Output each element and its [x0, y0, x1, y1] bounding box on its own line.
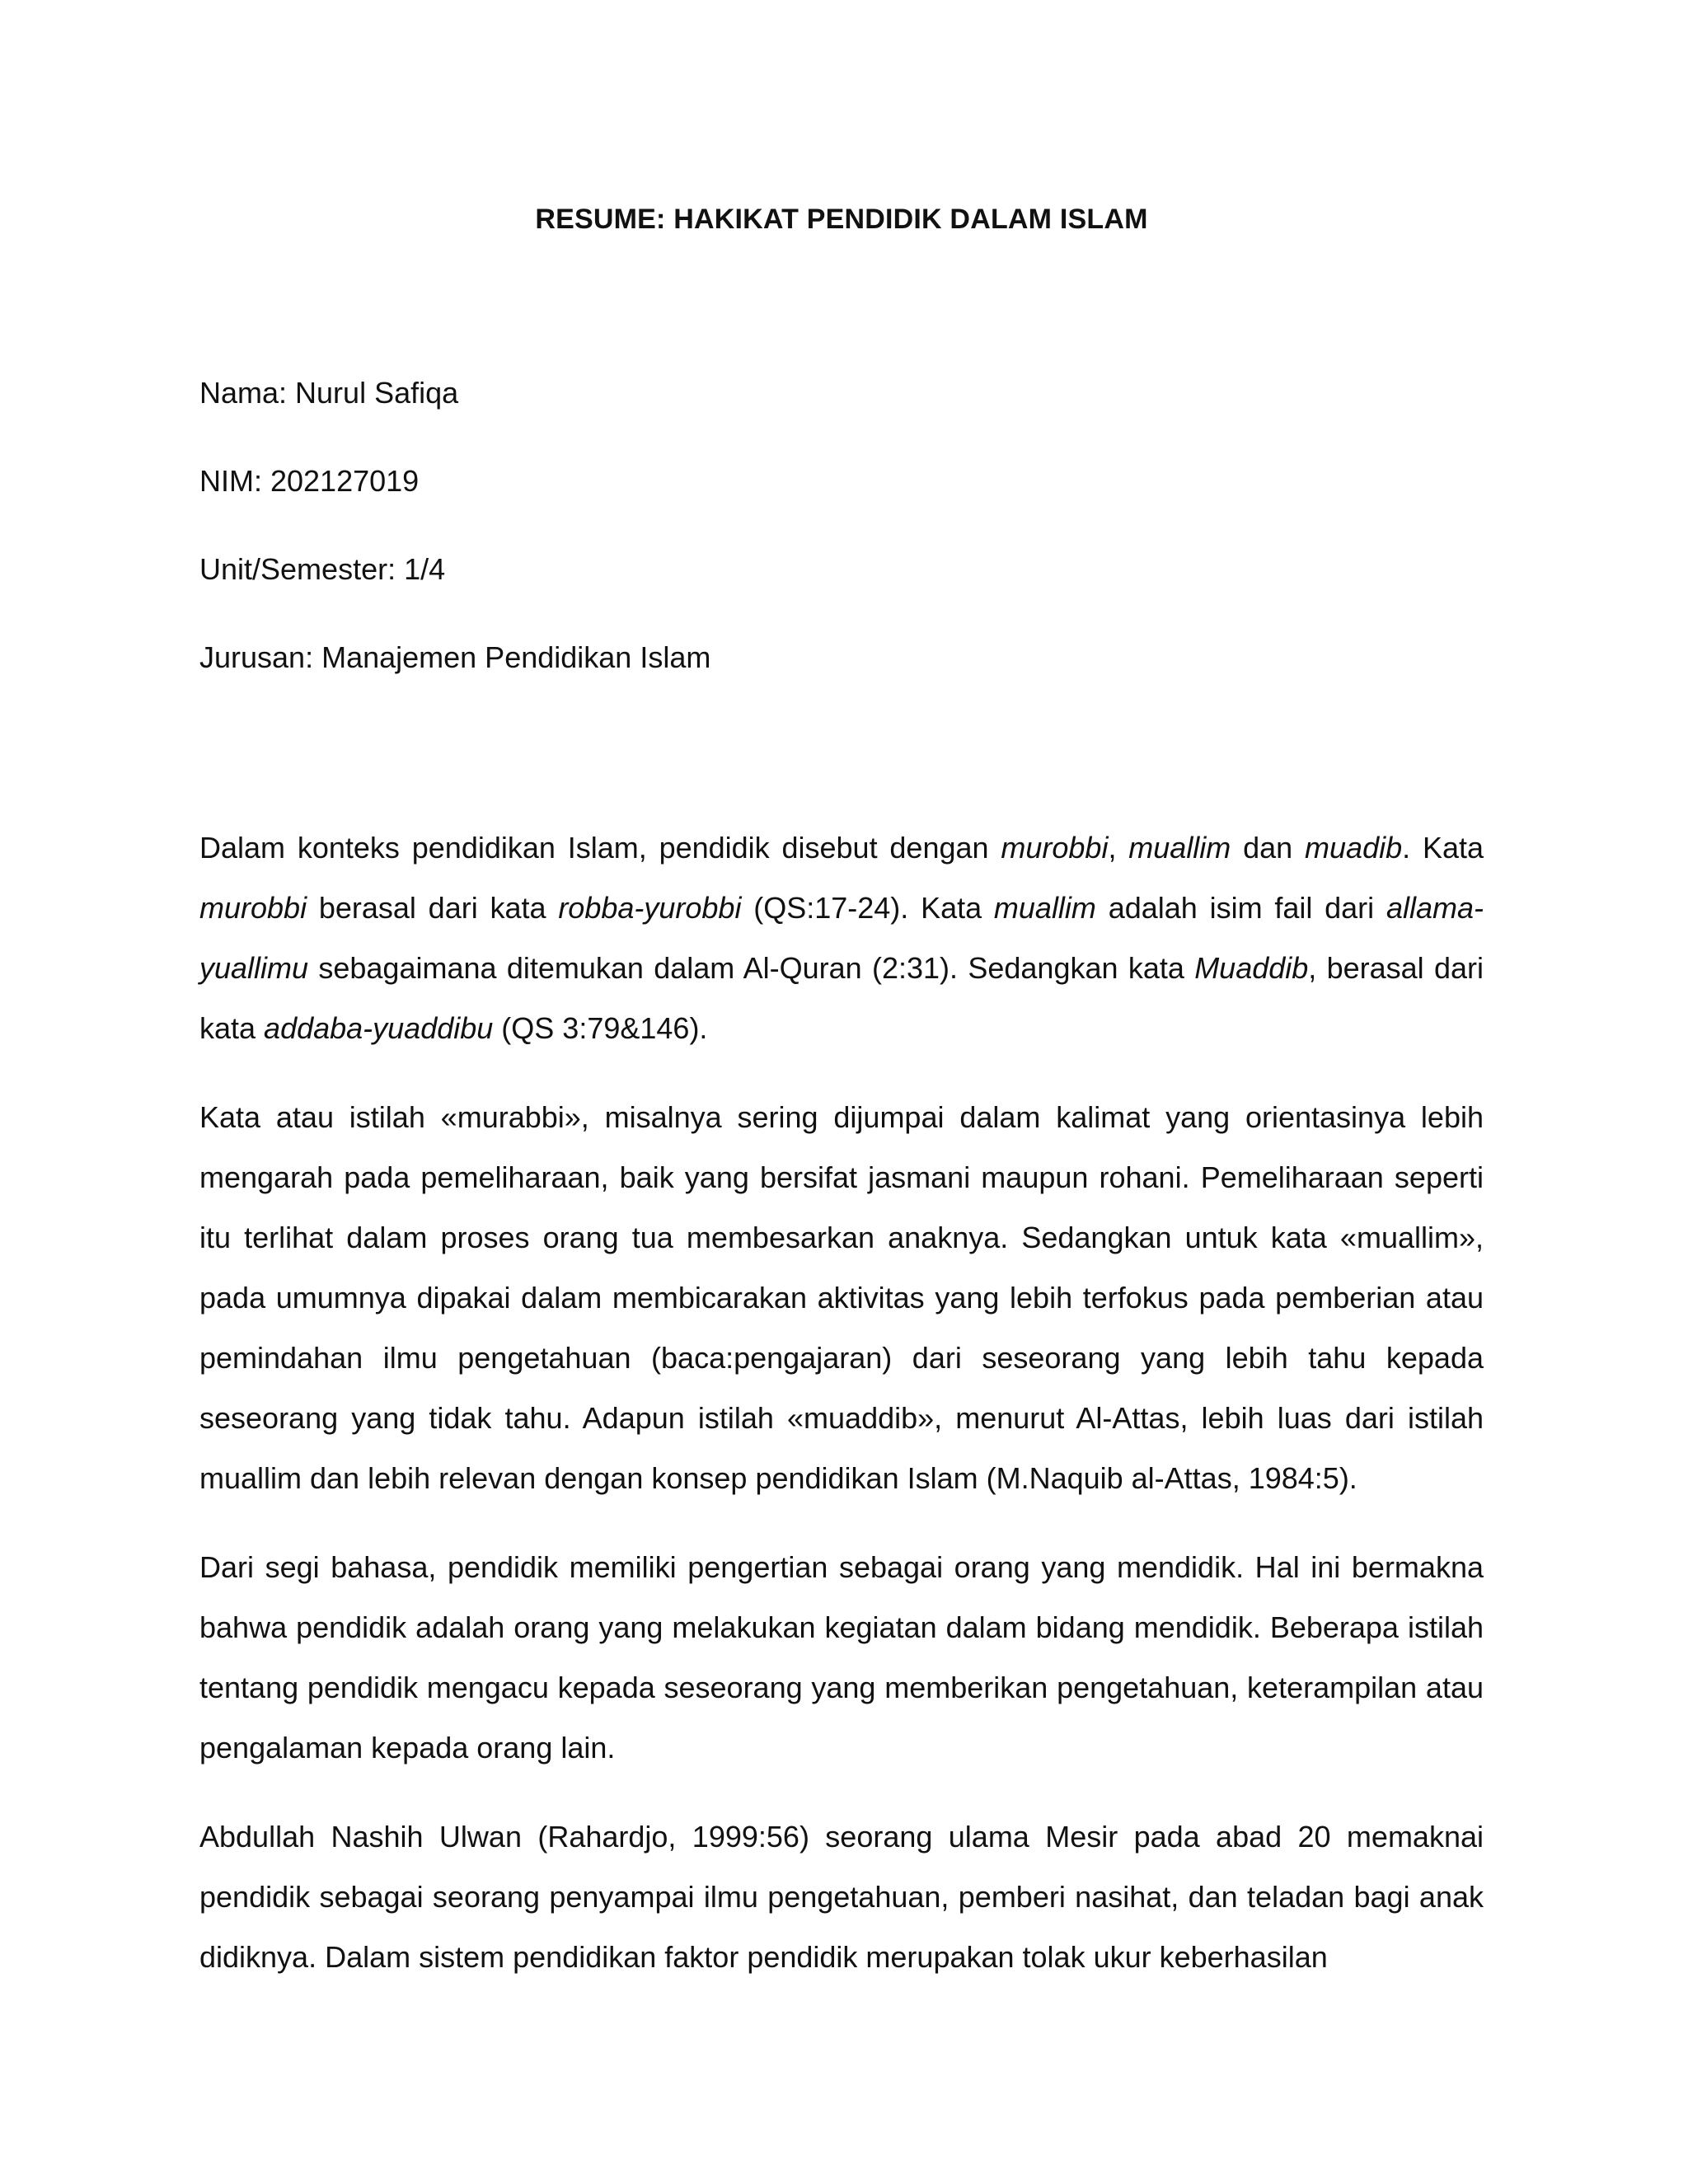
paragraph-text: sebagaimana ditemukan dalam Al-Quran (2:31). Sedangkan kata: [308, 951, 1195, 985]
paragraph-text: . Kata: [1402, 831, 1484, 865]
paragraph-text: berasal dari kata: [307, 891, 559, 925]
italic-term: addaba-yuaddibu: [264, 1011, 494, 1045]
student-major: Jurusan: Manajemen Pendidikan Islam: [199, 640, 711, 674]
paragraph-text: ,: [1108, 831, 1129, 865]
italic-term: muadib: [1305, 831, 1403, 865]
italic-term: robba-yurobbi: [558, 891, 742, 925]
paragraph-1: [199, 818, 1484, 1058]
paragraph-text: dan: [1231, 831, 1306, 865]
student-name: Nama: Nurul Safiqa: [199, 376, 459, 410]
italic-term: murobbi: [1001, 831, 1109, 865]
paragraph-text: adalah isim fail dari: [1095, 891, 1386, 925]
italic-term: muallim: [993, 891, 1096, 925]
paragraph-4: Abdullah Nashih Ulwan (Rahardjo, 1999:56) seorang ulama Mesir pada abad 20 memaknai pendidik sebagai seorang penyampai ilmu pengetahuan, pemberi nasihat, dan teladan bagi anak didiknya. Dalam sistem pendidikan faktor pendidik merupakan tolak ukur keberhasilan: [199, 1820, 1484, 1974]
student-nim: NIM: 202127019: [199, 464, 420, 498]
document-title: RESUME: HAKIKAT PENDIDIK DALAM ISLAM: [535, 204, 1148, 235]
italic-term: Muaddib: [1194, 951, 1309, 985]
italic-term: muallim: [1128, 831, 1231, 865]
paragraph-text: , berasal dari kata: [199, 951, 1484, 1045]
document-body: [199, 818, 1484, 2016]
paragraph-text: (QS:17-24). Kata: [741, 891, 994, 925]
student-unit-semester: Unit/Semester: 1/4: [199, 552, 446, 586]
paragraph-text: Dalam konteks pendidikan Islam, pendidik disebut dengan: [199, 831, 1001, 865]
paragraph-3: Dari segi bahasa, pendidik memiliki pengertian sebagai orang yang mendidik. Hal ini bermakna bahwa pendidik adalah orang yang melakukan kegiatan dalam bidang mendidik. Beberapa istilah tentang pendidik mengacu kepada seseorang yang memberikan pengetahuan, keterampilan atau pengalaman kepada orang lain.: [199, 1550, 1484, 1765]
student-info-block: [199, 375, 1484, 728]
paragraph-2: Kata atau istilah «murabbi», misalnya sering dijumpai dalam kalimat yang orientasinya lebih mengarah pada pemeliharaan, baik yang bersifat jasmani maupun rohani. Pemeliharaan seperti itu terlihat dalam proses orang tua membesarkan anaknya. Sedangkan untuk kata «muallim», pada umumnya dipakai dalam membicarakan aktivitas yang lebih terfokus pada pemberian atau pemindahan ilmu pengetahuan (baca:pengajaran) dari seseorang yang lebih tahu kepada seseorang yang tidak tahu. Adapun istilah «muaddib», menurut Al-Attas, lebih luas dari istilah muallim dan lebih relevan dengan konsep pendidikan Islam (M.Naquib al-Attas, 1984:5).: [199, 1100, 1484, 1495]
italic-term: murobbi: [199, 891, 307, 925]
italic-term: allama-yuallimu: [199, 891, 1484, 985]
paragraph-text: (QS 3:79&146).: [493, 1011, 708, 1045]
